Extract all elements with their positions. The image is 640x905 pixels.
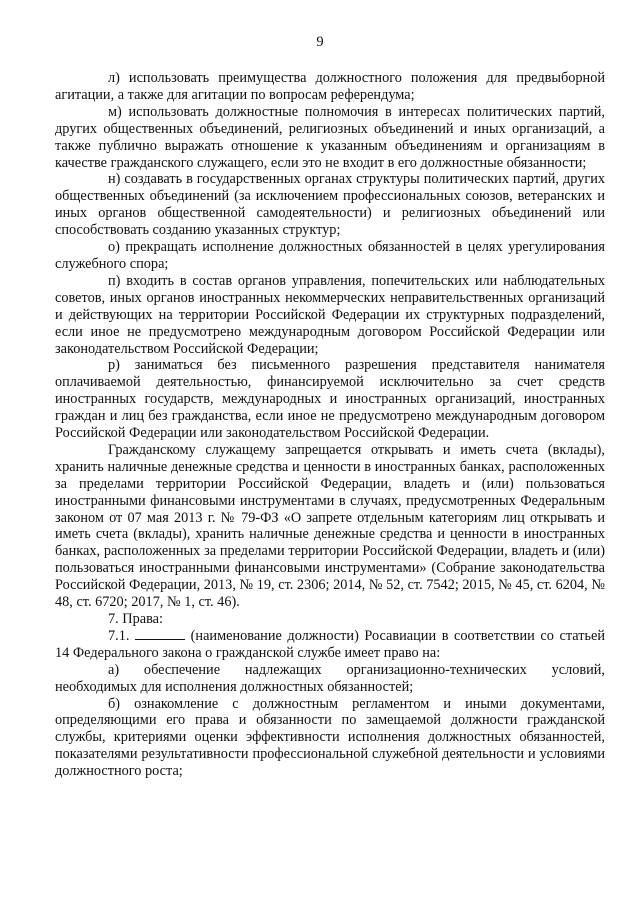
document-body — [55, 70, 605, 780]
paragraph-a: а) обеспечение надлежащих организационно-технических условий, необходимых для исполнения должностных обязанностей; — [55, 661, 605, 695]
rights-7-1-text: (наименование должности) Росавиации в соответствии со статьей 14 Федерального закона о гражданской службе имеет право на: — [55, 627, 606, 661]
position-blank-line — [135, 628, 185, 640]
paragraph-m: м) использовать должностные полномочия в интересах политических партий, других общественных объединений, религиозных объединений и иных организаций, а также публично выражать отношение к указанным объединениям и организациям в качестве гражданского служащего, если это не входит в его должностные обязанности; — [55, 103, 605, 171]
paragraph-r: р) заниматься без письменного разрешения представителя нанимателя оплачиваемой деятельностью, финансируемой исключительно за счет средств иностранных государств, международных и иностранных организаций, иностранных граждан и лиц без гражданства, если иное не предусмотрено международным договором Российской Федерации или законодательством Российской Федерации. — [55, 357, 605, 442]
page-number: 9 — [316, 34, 324, 50]
rights-7-1-number: 7.1. — [108, 627, 130, 644]
paragraph-prohibition: Гражданскому служащему запрещается открывать и иметь счета (вклады), хранить наличные денежные средства и ценности в иностранных банках, расположенных за пределами территории Российской Федерации, владеть и (или) пользоваться иностранными финансовыми инструментами в случаях, предусмотренных Федеральным законом от 07 мая 2013 г. № 79-ФЗ «О запрете отдельным категориям лиц открывать и иметь счета (вклады), хранить наличные денежные средства и ценности в иностранных банках, расположенных за пределами территории Российской Федерации, владеть и (или) пользоваться иностранными финансовыми инструментами» (Собрание законодательства Российской Федерации, 2013, № 19, ст. 2306; 2014, № 52, ст. 7542; 2015, № 45, ст. 6204, № 48, ст. 6720; 2017, № 1, ст. 46). — [55, 441, 605, 611]
paragraph-o: о) прекращать исполнение должностных обязанностей в целях урегулирования служебного спора; — [55, 239, 605, 272]
paragraph-p: п) входить в состав органов управления, попечительских или наблюдательных советов, иных органов иностранных некоммерческих неправительственных организаций и действующих на территории Российской Федерации их структурных подразделений, если иное не предусмотрено международным договором Российской Федерации или законодательством Российской Федерации; — [55, 272, 605, 357]
rights-heading: 7. Права: — [108, 611, 163, 627]
paragraph-rights-7-1 — [55, 628, 605, 662]
paragraph-l: л) использовать преимущества должностного положения для предвыборной агитации, а также для агитации по вопросам референдума; — [55, 70, 605, 103]
paragraph-b: б) ознакомление с должностным регламентом и иными документами, определяющими его права и обязанности по замещаемой должности гражданской службы, критериями оценки эффективности исполнения должностных обязанностей, показателями результативности профессиональной служебной деятельности и условиями должностного роста; — [55, 695, 605, 780]
paragraph-n: н) создавать в государственных органах структуры политических партий, других общественных объединений (за исключением профессиональных союзов, ветеранских и иных органов общественной самодеятельности) и религиозных объединений или способствовать созданию указанных структур; — [55, 171, 605, 239]
